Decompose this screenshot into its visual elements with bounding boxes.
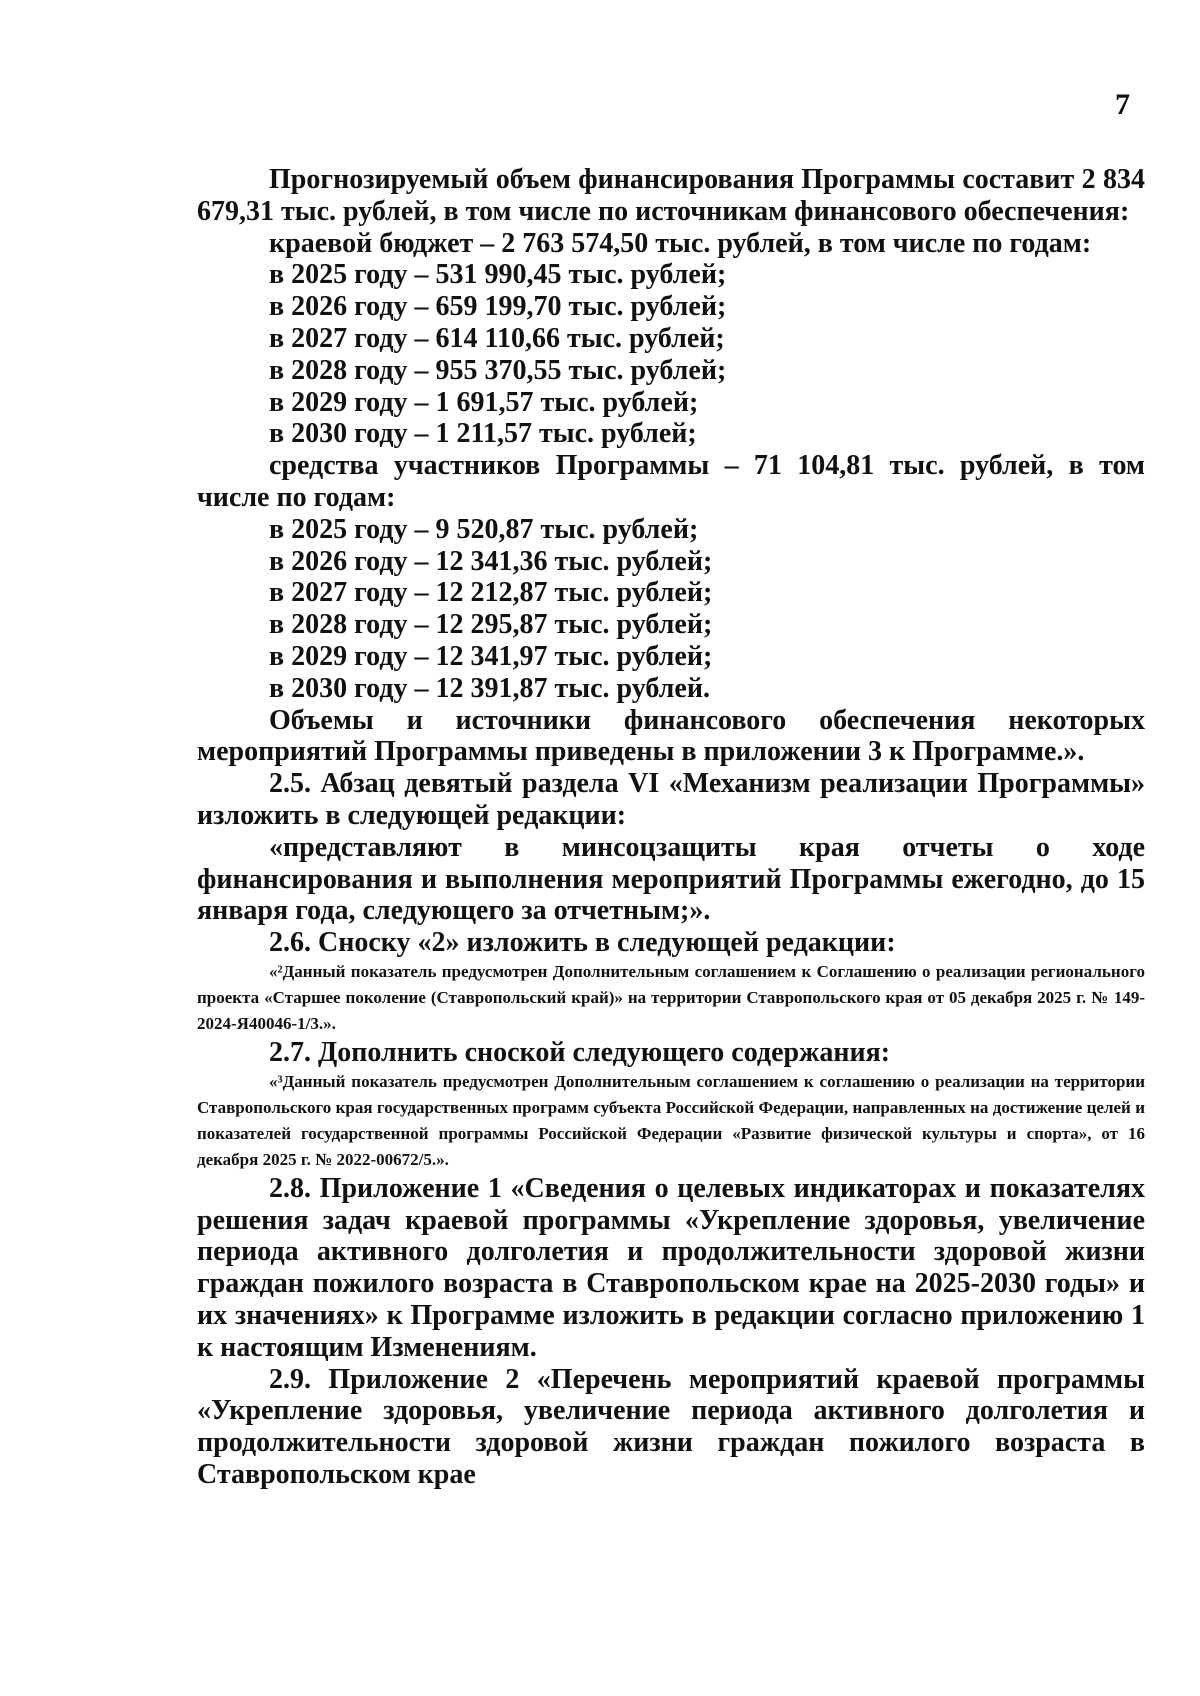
regional-year-line: в 2028 году – 955 370,55 тыс. рублей;	[269, 354, 727, 386]
paragraph-2-6: 2.6. Сноску «2» изложить в следующей редакции:	[269, 927, 896, 959]
paragraph-2-9: 2.9. Приложение 2 «Перечень мероприятий краевой программы «Укрепление здоровья, увеличение периода активного долголетия и продолжительности здоровой жизни граждан пожилого возраста в Ставропольском крае	[197, 1363, 1145, 1490]
document-body	[197, 164, 1145, 1491]
paragraph-2-7: 2.7. Дополнить сноской следующего содержания:	[269, 1036, 891, 1068]
paragraph-2-5: 2.5. Абзац девятый раздела VI «Механизм реализации Программы» изложить в следующей редакции:	[197, 768, 1145, 831]
participant-year-line: в 2030 году – 12 391,87 тыс. рублей.	[269, 672, 710, 704]
page-number: 7	[1115, 88, 1130, 121]
footnote-3-text: «³Данный показатель предусмотрен Дополнительным соглашением к соглашению о реализации на территории Ставропольского края государственных программ субъекта Российской Федерации, направленных на достижение целей и показателей государственной программы Российской Федерации «Развитие физической культуры и спорта», от 16 декабря 2025 г. № 2022-00672/5.».	[197, 1071, 1145, 1169]
regional-year-line: в 2027 году – 614 110,66 тыс. рублей;	[269, 322, 725, 354]
paragraph-2-8: 2.8. Приложение 1 «Сведения о целевых индикаторах и показателях решения задач краевой программы «Укрепление здоровья, увеличение периода активного долголетия и продолжительности здоровой жизни граждан пожилого возраста в Ставропольском крае на 2025-2030 годы» и их значениях» к Программе изложить в редакции согласно приложению 1 к настоящим Изменениям.	[197, 1172, 1145, 1363]
regional-year-line: в 2029 году – 1 691,57 тыс. рублей;	[269, 386, 699, 418]
participant-year-line: в 2027 году – 12 212,87 тыс. рублей;	[269, 577, 713, 609]
regional-year-line: в 2026 году – 659 199,70 тыс. рублей;	[269, 291, 727, 323]
participant-year-line: в 2028 году – 12 295,87 тыс. рублей;	[269, 609, 713, 641]
paragraph-total-funding: Прогнозируемый объем финансирования Программы составит 2 834 679,31 тыс. рублей, в том числе по источникам финансового обеспечения:	[197, 164, 1145, 227]
footnote-2-text: «²Данный показатель предусмотрен Дополнительным соглашением к Соглашению о реализации регионального проекта «Старшее поколение (Ставропольский край)» на территории Ставропольского края от 05 декабря 2025 г. № 149-2024-Я40046-1/3.».	[197, 961, 1145, 1033]
regional-year-line: в 2030 году – 1 211,57 тыс. рублей;	[269, 418, 697, 450]
participant-year-line: в 2026 году – 12 341,36 тыс. рублей;	[269, 545, 713, 577]
participant-year-line: в 2029 году – 12 341,97 тыс. рублей;	[269, 640, 713, 672]
regional-year-line: в 2025 году – 531 990,45 тыс. рублей;	[269, 259, 727, 291]
participant-year-line: в 2025 году – 9 520,87 тыс. рублей;	[269, 513, 699, 545]
paragraph-quote-reports: «представляют в минсоцзащиты края отчеты о ходе финансирования и выполнения мероприятий Программы ежегодно, до 15 января года, следующего за отчетным;».	[197, 831, 1145, 927]
paragraph-participant-funds: средства участников Программы – 71 104,81 тыс. рублей, в том числе по годам:	[197, 450, 1145, 513]
paragraph-appendix-3: Объемы и источники финансового обеспечения некоторых мероприятий Программы приведены в приложении 3 к Программе.».	[197, 704, 1145, 768]
paragraph-regional-budget: краевой бюджет – 2 763 574,50 тыс. рублей, в том числе по годам:	[269, 227, 1092, 259]
